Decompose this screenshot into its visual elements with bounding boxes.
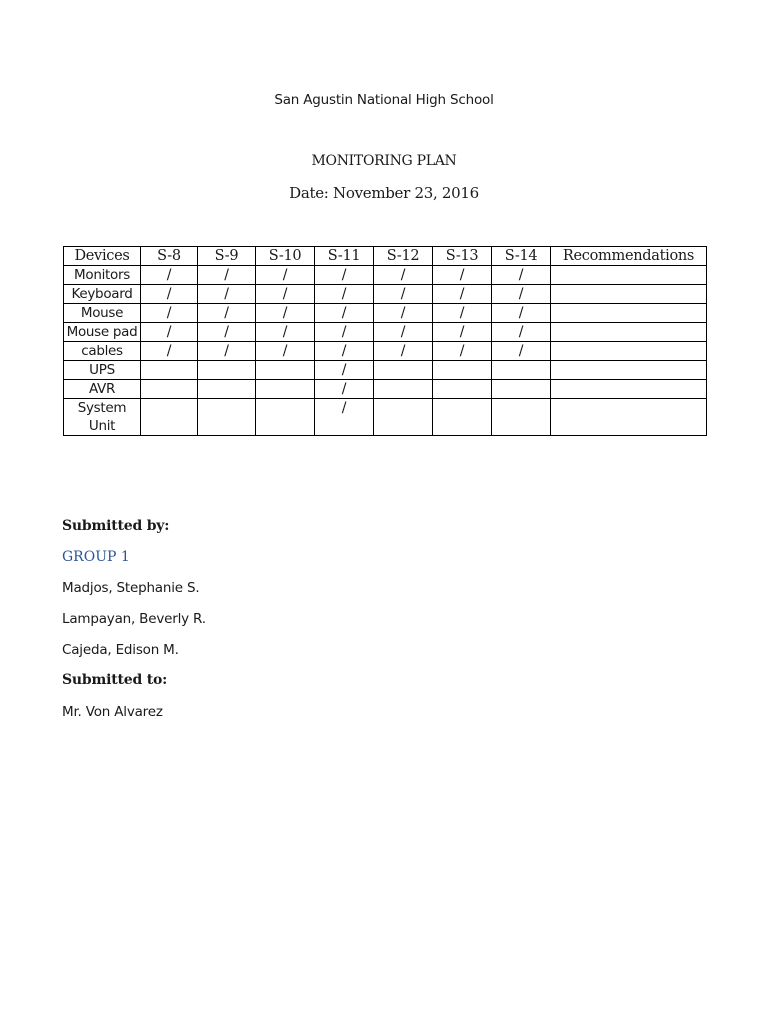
document-date: Date: November 23, 2016 (289, 184, 479, 202)
check-cell: / (198, 304, 256, 323)
check-cell (433, 399, 492, 436)
table-row (64, 266, 707, 285)
recommendation-cell (551, 380, 707, 399)
check-cell: / (374, 285, 433, 304)
check-cell: / (433, 342, 492, 361)
table-row (64, 304, 707, 323)
recommendation-cell (551, 266, 707, 285)
check-cell: / (256, 285, 315, 304)
check-cell (433, 380, 492, 399)
recommendation-cell (551, 304, 707, 323)
column-header: S-14 (492, 247, 551, 266)
table-row (64, 342, 707, 361)
check-cell: / (141, 342, 198, 361)
check-cell: / (198, 266, 256, 285)
member-name: Cajeda, Edison M. (62, 642, 179, 658)
check-cell: / (315, 361, 374, 380)
document-title: MONITORING PLAN (311, 153, 457, 169)
check-cell: / (198, 323, 256, 342)
recommendation-cell (551, 361, 707, 380)
column-header: Devices (64, 247, 141, 266)
column-header: S-10 (256, 247, 315, 266)
device-cell: System Unit (64, 399, 141, 436)
column-header: S-12 (374, 247, 433, 266)
device-cell: AVR (64, 380, 141, 399)
check-cell: / (141, 266, 198, 285)
recommendation-cell (551, 399, 707, 436)
device-cell: Keyboard (64, 285, 141, 304)
recipient-name: Mr. Von Alvarez (62, 704, 163, 720)
check-cell: / (198, 285, 256, 304)
check-cell (492, 399, 551, 436)
check-cell (198, 380, 256, 399)
check-cell (256, 380, 315, 399)
check-cell: / (256, 304, 315, 323)
check-cell: / (198, 342, 256, 361)
recommendation-cell (551, 342, 707, 361)
check-cell (374, 361, 433, 380)
column-header: S-13 (433, 247, 492, 266)
check-cell: / (374, 342, 433, 361)
table-row (64, 399, 707, 436)
check-cell (141, 380, 198, 399)
check-cell (141, 399, 198, 436)
table-row (64, 285, 707, 304)
submitted-to-label: Submitted to: (62, 672, 168, 688)
table-row (64, 361, 707, 380)
check-cell: / (315, 399, 374, 436)
check-cell: / (141, 304, 198, 323)
check-cell (256, 399, 315, 436)
check-cell: / (374, 304, 433, 323)
check-cell (374, 380, 433, 399)
check-cell: / (141, 285, 198, 304)
table-row (64, 380, 707, 399)
member-name: Madjos, Stephanie S. (62, 580, 200, 596)
check-cell: / (315, 304, 374, 323)
check-cell (198, 361, 256, 380)
check-cell: / (256, 266, 315, 285)
check-cell: / (433, 285, 492, 304)
group-heading: GROUP 1 (62, 549, 130, 565)
device-cell: Mouse (64, 304, 141, 323)
check-cell (374, 399, 433, 436)
column-header: S-8 (141, 247, 198, 266)
check-cell: / (433, 266, 492, 285)
check-cell: / (433, 304, 492, 323)
check-cell: / (256, 342, 315, 361)
school-name: San Agustin National High School (274, 92, 494, 108)
check-cell: / (315, 285, 374, 304)
device-cell: Mouse pad (64, 323, 141, 342)
check-cell: / (492, 266, 551, 285)
device-cell: Monitors (64, 266, 141, 285)
device-cell: UPS (64, 361, 141, 380)
check-cell: / (315, 323, 374, 342)
check-cell: / (315, 266, 374, 285)
monitoring-table (63, 246, 707, 436)
check-cell (141, 361, 198, 380)
column-header: S-9 (198, 247, 256, 266)
check-cell: / (492, 323, 551, 342)
recommendation-cell (551, 323, 707, 342)
check-cell: / (492, 342, 551, 361)
recommendation-cell (551, 285, 707, 304)
check-cell: / (374, 323, 433, 342)
check-cell: / (315, 380, 374, 399)
check-cell: / (141, 323, 198, 342)
check-cell (198, 399, 256, 436)
check-cell: / (315, 342, 374, 361)
column-header: Recommendations (551, 247, 707, 266)
check-cell: / (374, 266, 433, 285)
device-cell: cables (64, 342, 141, 361)
column-header: S-11 (315, 247, 374, 266)
check-cell (433, 361, 492, 380)
table-row (64, 323, 707, 342)
table-header-row (64, 247, 707, 266)
submitted-by-label: Submitted by: (62, 518, 170, 534)
check-cell: / (492, 285, 551, 304)
check-cell: / (256, 323, 315, 342)
check-cell (492, 361, 551, 380)
check-cell (492, 380, 551, 399)
check-cell: / (433, 323, 492, 342)
check-cell (256, 361, 315, 380)
member-name: Lampayan, Beverly R. (62, 611, 206, 627)
check-cell: / (492, 304, 551, 323)
